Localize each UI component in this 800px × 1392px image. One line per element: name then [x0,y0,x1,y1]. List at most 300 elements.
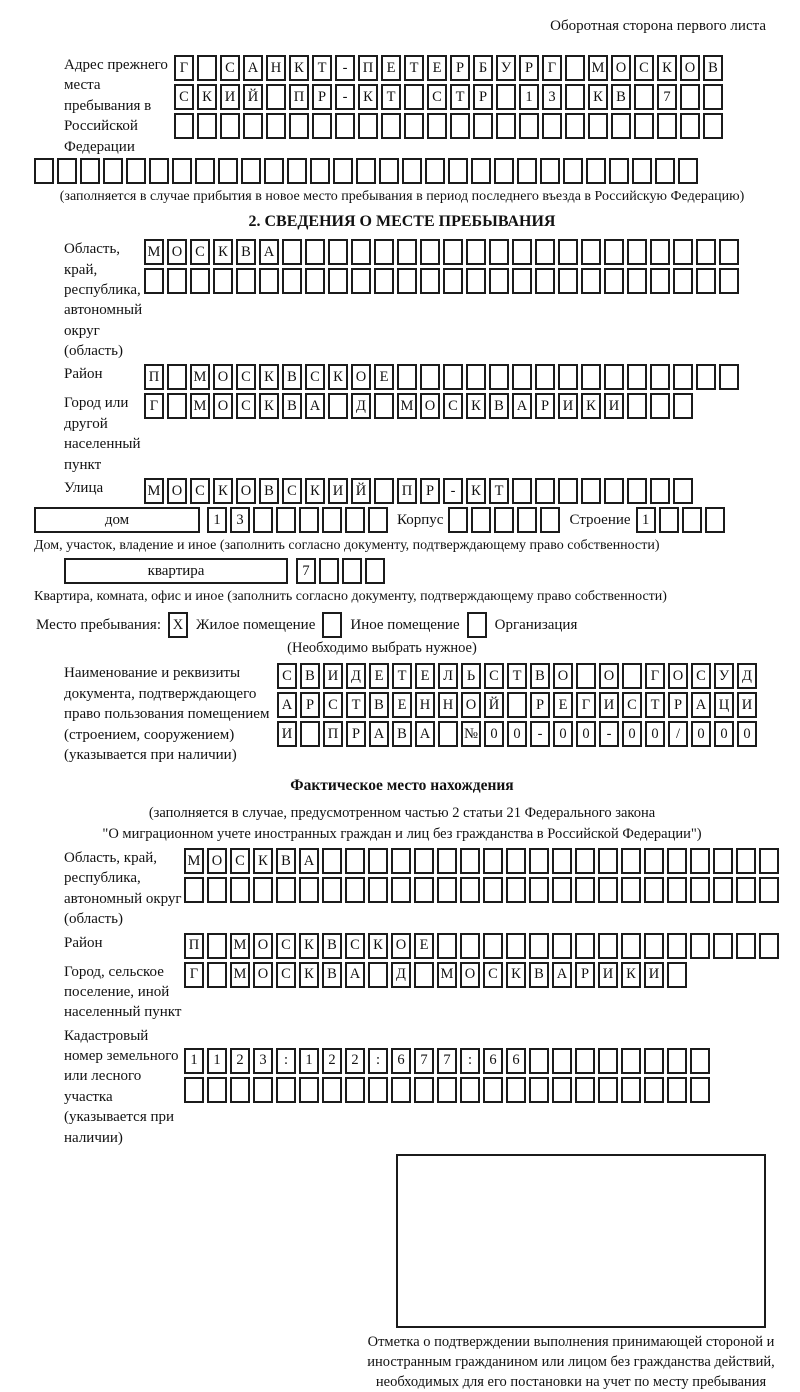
char-cell[interactable] [414,1077,434,1103]
char-cell[interactable] [374,268,394,294]
char-cell[interactable]: А [243,55,263,81]
char-cell[interactable] [680,113,700,139]
char-cell[interactable]: Е [415,663,435,689]
char-cell[interactable]: М [397,393,417,419]
char-cell[interactable]: К [466,478,486,504]
char-cell[interactable]: М [144,478,164,504]
char-cell[interactable]: С [483,962,503,988]
char-cell[interactable]: В [529,962,549,988]
char-cell[interactable]: В [489,393,509,419]
char-cell[interactable]: И [598,962,618,988]
char-cell[interactable]: 3 [230,507,250,533]
char-cell[interactable]: М [190,393,210,419]
char-cell[interactable] [310,158,330,184]
char-cell[interactable] [345,1077,365,1103]
char-cell[interactable]: С [236,393,256,419]
char-cell[interactable] [713,848,733,874]
char-cell[interactable] [328,239,348,265]
char-cell[interactable]: С [634,55,654,81]
char-cell[interactable]: В [322,962,342,988]
char-cell[interactable]: А [369,721,389,747]
char-cell[interactable] [627,478,647,504]
char-cell[interactable]: : [276,1048,296,1074]
char-cell[interactable] [575,877,595,903]
char-cell[interactable] [333,158,353,184]
char-cell[interactable] [276,877,296,903]
char-cell[interactable] [575,1077,595,1103]
char-cell[interactable]: И [599,692,619,718]
char-cell[interactable] [443,239,463,265]
char-cell[interactable]: К [358,84,378,110]
char-cell[interactable] [391,877,411,903]
char-cell[interactable]: 2 [322,1048,342,1074]
char-cell[interactable]: - [335,84,355,110]
char-cell[interactable] [460,848,480,874]
char-cell[interactable] [213,268,233,294]
char-cell[interactable] [540,507,560,533]
char-cell[interactable]: М [184,848,204,874]
char-cell[interactable] [667,933,687,959]
char-cell[interactable] [305,239,325,265]
char-cell[interactable] [437,877,457,903]
char-cell[interactable] [230,877,250,903]
char-cell[interactable] [529,1048,549,1074]
char-cell[interactable] [565,113,585,139]
char-cell[interactable] [473,113,493,139]
char-cell[interactable]: П [358,55,378,81]
char-cell[interactable]: К [657,55,677,81]
char-cell[interactable]: В [300,663,320,689]
char-cell[interactable] [621,848,641,874]
char-cell[interactable] [575,848,595,874]
char-cell[interactable] [581,478,601,504]
char-cell[interactable]: О [461,692,481,718]
char-cell[interactable] [667,848,687,874]
char-cell[interactable] [621,1077,641,1103]
char-cell[interactable] [604,268,624,294]
char-cell[interactable] [604,364,624,390]
char-cell[interactable]: Р [450,55,470,81]
char-cell[interactable]: Р [312,84,332,110]
char-cell[interactable]: С [323,692,343,718]
char-cell[interactable]: О [207,848,227,874]
char-cell[interactable] [650,239,670,265]
char-cell[interactable] [667,1048,687,1074]
char-cell[interactable]: 0 [737,721,757,747]
char-cell[interactable] [381,113,401,139]
char-cell[interactable]: В [322,933,342,959]
char-cell[interactable] [184,1077,204,1103]
char-cell[interactable]: П [397,478,417,504]
char-cell[interactable] [167,393,187,419]
char-cell[interactable]: О [553,663,573,689]
char-cell[interactable]: 7 [657,84,677,110]
char-cell[interactable] [397,364,417,390]
char-cell[interactable]: Г [174,55,194,81]
char-cell[interactable] [650,393,670,419]
char-cell[interactable]: В [530,663,550,689]
char-cell[interactable] [673,393,693,419]
char-cell[interactable] [542,113,562,139]
char-cell[interactable]: А [277,692,297,718]
char-cell[interactable] [667,962,687,988]
char-cell[interactable] [259,268,279,294]
char-cell[interactable] [299,1077,319,1103]
char-cell[interactable] [598,933,618,959]
char-cell[interactable]: О [167,239,187,265]
char-cell[interactable] [448,158,468,184]
char-cell[interactable]: Р [668,692,688,718]
char-cell[interactable]: С [174,84,194,110]
char-cell[interactable] [496,84,516,110]
char-cell[interactable]: А [345,962,365,988]
char-cell[interactable] [627,239,647,265]
char-cell[interactable]: О [391,933,411,959]
char-cell[interactable] [264,158,284,184]
char-cell[interactable]: О [680,55,700,81]
char-cell[interactable] [644,1077,664,1103]
char-cell[interactable] [374,239,394,265]
char-cell[interactable]: А [691,692,711,718]
char-cell[interactable] [483,877,503,903]
char-cell[interactable]: 7 [414,1048,434,1074]
char-cell[interactable] [552,933,572,959]
char-cell[interactable]: 0 [576,721,596,747]
char-cell[interactable] [450,113,470,139]
char-cell[interactable]: К [466,393,486,419]
char-cell[interactable]: И [644,962,664,988]
char-cell[interactable] [680,84,700,110]
char-cell[interactable] [305,268,325,294]
char-cell[interactable] [443,364,463,390]
char-cell[interactable] [512,239,532,265]
char-cell[interactable] [576,663,596,689]
char-cell[interactable]: Г [184,962,204,988]
char-cell[interactable]: А [415,721,435,747]
char-cell[interactable]: С [443,393,463,419]
char-cell[interactable] [466,268,486,294]
char-cell[interactable] [483,848,503,874]
char-cell[interactable] [494,158,514,184]
char-cell[interactable]: Е [374,364,394,390]
char-cell[interactable]: Ь [461,663,481,689]
char-cell[interactable]: Т [507,663,527,689]
char-cell[interactable]: Т [645,692,665,718]
char-cell[interactable] [667,877,687,903]
char-cell[interactable]: Т [404,55,424,81]
char-cell[interactable]: О [611,55,631,81]
char-cell[interactable] [552,848,572,874]
char-cell[interactable]: : [460,1048,480,1074]
char-cell[interactable]: О [213,364,233,390]
char-cell[interactable] [282,268,302,294]
char-cell[interactable] [437,1077,457,1103]
char-cell[interactable]: Т [450,84,470,110]
char-cell[interactable] [609,158,629,184]
char-cell[interactable] [644,1048,664,1074]
char-cell[interactable] [507,692,527,718]
char-cell[interactable]: Е [392,692,412,718]
char-cell[interactable]: О [167,478,187,504]
char-cell[interactable] [673,478,693,504]
char-cell[interactable] [690,1077,710,1103]
char-cell[interactable] [657,113,677,139]
char-cell[interactable] [351,239,371,265]
stay-option-residential-checkbox[interactable]: X [168,612,188,638]
char-cell[interactable]: М [190,364,210,390]
char-cell[interactable] [506,877,526,903]
char-cell[interactable] [655,158,675,184]
char-cell[interactable]: К [328,364,348,390]
char-cell[interactable]: 3 [542,84,562,110]
char-cell[interactable]: 3 [253,1048,273,1074]
char-cell[interactable]: - [530,721,550,747]
char-cell[interactable] [172,158,192,184]
char-cell[interactable]: В [611,84,631,110]
char-cell[interactable] [598,1077,618,1103]
char-cell[interactable]: Г [542,55,562,81]
char-cell[interactable]: М [437,962,457,988]
char-cell[interactable]: М [230,933,250,959]
char-cell[interactable]: А [305,393,325,419]
char-cell[interactable]: 0 [714,721,734,747]
char-cell[interactable]: К [259,393,279,419]
char-cell[interactable] [673,239,693,265]
char-cell[interactable]: 0 [553,721,573,747]
char-cell[interactable]: О [460,962,480,988]
char-cell[interactable] [622,663,642,689]
char-cell[interactable]: В [259,478,279,504]
char-cell[interactable]: И [323,663,343,689]
char-cell[interactable]: К [305,478,325,504]
char-cell[interactable] [299,507,319,533]
char-cell[interactable]: И [604,393,624,419]
char-cell[interactable]: А [552,962,572,988]
char-cell[interactable] [496,113,516,139]
char-cell[interactable] [736,877,756,903]
char-cell[interactable] [690,877,710,903]
char-cell[interactable]: Г [576,692,596,718]
char-cell[interactable] [420,268,440,294]
char-cell[interactable]: П [184,933,204,959]
char-cell[interactable]: И [737,692,757,718]
char-cell[interactable] [588,113,608,139]
char-cell[interactable] [512,268,532,294]
char-cell[interactable]: Б [473,55,493,81]
char-cell[interactable]: Л [438,663,458,689]
char-cell[interactable] [644,877,664,903]
char-cell[interactable] [535,239,555,265]
char-cell[interactable] [368,848,388,874]
char-cell[interactable]: 1 [207,1048,227,1074]
char-cell[interactable]: О [420,393,440,419]
char-cell[interactable]: Д [391,962,411,988]
char-cell[interactable] [575,1048,595,1074]
char-cell[interactable]: П [144,364,164,390]
char-cell[interactable] [397,239,417,265]
char-cell[interactable] [319,558,339,584]
char-cell[interactable] [634,84,654,110]
char-cell[interactable] [195,158,215,184]
char-cell[interactable]: - [335,55,355,81]
char-cell[interactable] [512,364,532,390]
char-cell[interactable]: К [621,962,641,988]
char-cell[interactable] [517,507,537,533]
char-cell[interactable] [34,158,54,184]
char-cell[interactable] [345,848,365,874]
char-cell[interactable] [448,507,468,533]
char-cell[interactable] [736,848,756,874]
char-cell[interactable]: Т [312,55,332,81]
char-cell[interactable] [207,877,227,903]
char-cell[interactable] [736,933,756,959]
char-cell[interactable]: С [691,663,711,689]
char-cell[interactable]: Ц [714,692,734,718]
char-cell[interactable] [621,1048,641,1074]
char-cell[interactable]: В [276,848,296,874]
char-cell[interactable]: С [230,848,250,874]
char-cell[interactable] [391,848,411,874]
char-cell[interactable]: С [282,478,302,504]
char-cell[interactable] [220,113,240,139]
char-cell[interactable] [581,268,601,294]
char-cell[interactable] [621,877,641,903]
char-cell[interactable]: 1 [519,84,539,110]
char-cell[interactable] [420,239,440,265]
char-cell[interactable] [627,268,647,294]
char-cell[interactable]: 0 [507,721,527,747]
char-cell[interactable]: 1 [299,1048,319,1074]
char-cell[interactable] [241,158,261,184]
char-cell[interactable] [611,113,631,139]
char-cell[interactable] [397,268,417,294]
char-cell[interactable] [80,158,100,184]
char-cell[interactable]: К [588,84,608,110]
char-cell[interactable]: Н [438,692,458,718]
char-cell[interactable] [351,268,371,294]
char-cell[interactable] [368,507,388,533]
char-cell[interactable]: О [236,478,256,504]
char-cell[interactable] [563,158,583,184]
char-cell[interactable]: Т [346,692,366,718]
char-cell[interactable] [282,239,302,265]
char-cell[interactable]: С [277,663,297,689]
char-cell[interactable] [358,113,378,139]
char-cell[interactable]: 0 [645,721,665,747]
char-cell[interactable] [322,877,342,903]
char-cell[interactable]: К [506,962,526,988]
char-cell[interactable]: С [276,962,296,988]
char-cell[interactable]: С [484,663,504,689]
char-cell[interactable] [437,933,457,959]
char-cell[interactable]: О [213,393,233,419]
char-cell[interactable] [558,478,578,504]
char-cell[interactable]: П [289,84,309,110]
char-cell[interactable] [719,268,739,294]
char-cell[interactable] [253,507,273,533]
char-cell[interactable]: В [369,692,389,718]
char-cell[interactable] [167,364,187,390]
char-cell[interactable] [713,877,733,903]
char-cell[interactable] [230,1077,250,1103]
char-cell[interactable] [565,55,585,81]
char-cell[interactable]: 6 [391,1048,411,1074]
char-cell[interactable] [149,158,169,184]
char-cell[interactable] [438,721,458,747]
char-cell[interactable] [460,1077,480,1103]
char-cell[interactable] [425,158,445,184]
char-cell[interactable] [483,1077,503,1103]
char-cell[interactable] [197,113,217,139]
char-cell[interactable] [266,113,286,139]
char-cell[interactable]: Е [381,55,401,81]
char-cell[interactable]: К [299,933,319,959]
char-cell[interactable] [506,933,526,959]
char-cell[interactable]: К [581,393,601,419]
char-cell[interactable]: 1 [184,1048,204,1074]
char-cell[interactable] [312,113,332,139]
char-cell[interactable]: 1 [636,507,656,533]
char-cell[interactable] [535,268,555,294]
char-cell[interactable] [322,507,342,533]
char-cell[interactable] [634,113,654,139]
char-cell[interactable] [414,962,434,988]
char-cell[interactable] [703,84,723,110]
char-cell[interactable]: С [427,84,447,110]
char-cell[interactable] [598,848,618,874]
char-cell[interactable] [427,113,447,139]
char-cell[interactable] [368,877,388,903]
char-cell[interactable] [506,1077,526,1103]
char-cell[interactable]: С [276,933,296,959]
char-cell[interactable]: - [599,721,619,747]
char-cell[interactable]: Р [530,692,550,718]
char-cell[interactable] [184,877,204,903]
char-cell[interactable]: Р [300,692,320,718]
char-cell[interactable] [759,877,779,903]
char-cell[interactable]: Р [519,55,539,81]
char-cell[interactable] [402,158,422,184]
char-cell[interactable] [289,113,309,139]
char-cell[interactable]: С [305,364,325,390]
char-cell[interactable] [57,158,77,184]
char-cell[interactable] [552,1077,572,1103]
char-cell[interactable] [368,1077,388,1103]
char-cell[interactable]: Р [346,721,366,747]
char-cell[interactable] [391,1077,411,1103]
char-cell[interactable] [519,113,539,139]
char-cell[interactable] [356,158,376,184]
char-cell[interactable]: Н [266,55,286,81]
char-cell[interactable]: С [236,364,256,390]
char-cell[interactable] [471,158,491,184]
char-cell[interactable] [678,158,698,184]
char-cell[interactable] [494,507,514,533]
char-cell[interactable]: О [351,364,371,390]
char-cell[interactable] [517,158,537,184]
char-cell[interactable] [565,84,585,110]
char-cell[interactable] [529,933,549,959]
char-cell[interactable]: П [323,721,343,747]
char-cell[interactable] [489,364,509,390]
char-cell[interactable]: У [714,663,734,689]
char-cell[interactable]: 7 [296,558,316,584]
char-cell[interactable] [322,848,342,874]
char-cell[interactable] [489,268,509,294]
char-cell[interactable] [471,507,491,533]
char-cell[interactable] [604,239,624,265]
char-cell[interactable] [650,478,670,504]
